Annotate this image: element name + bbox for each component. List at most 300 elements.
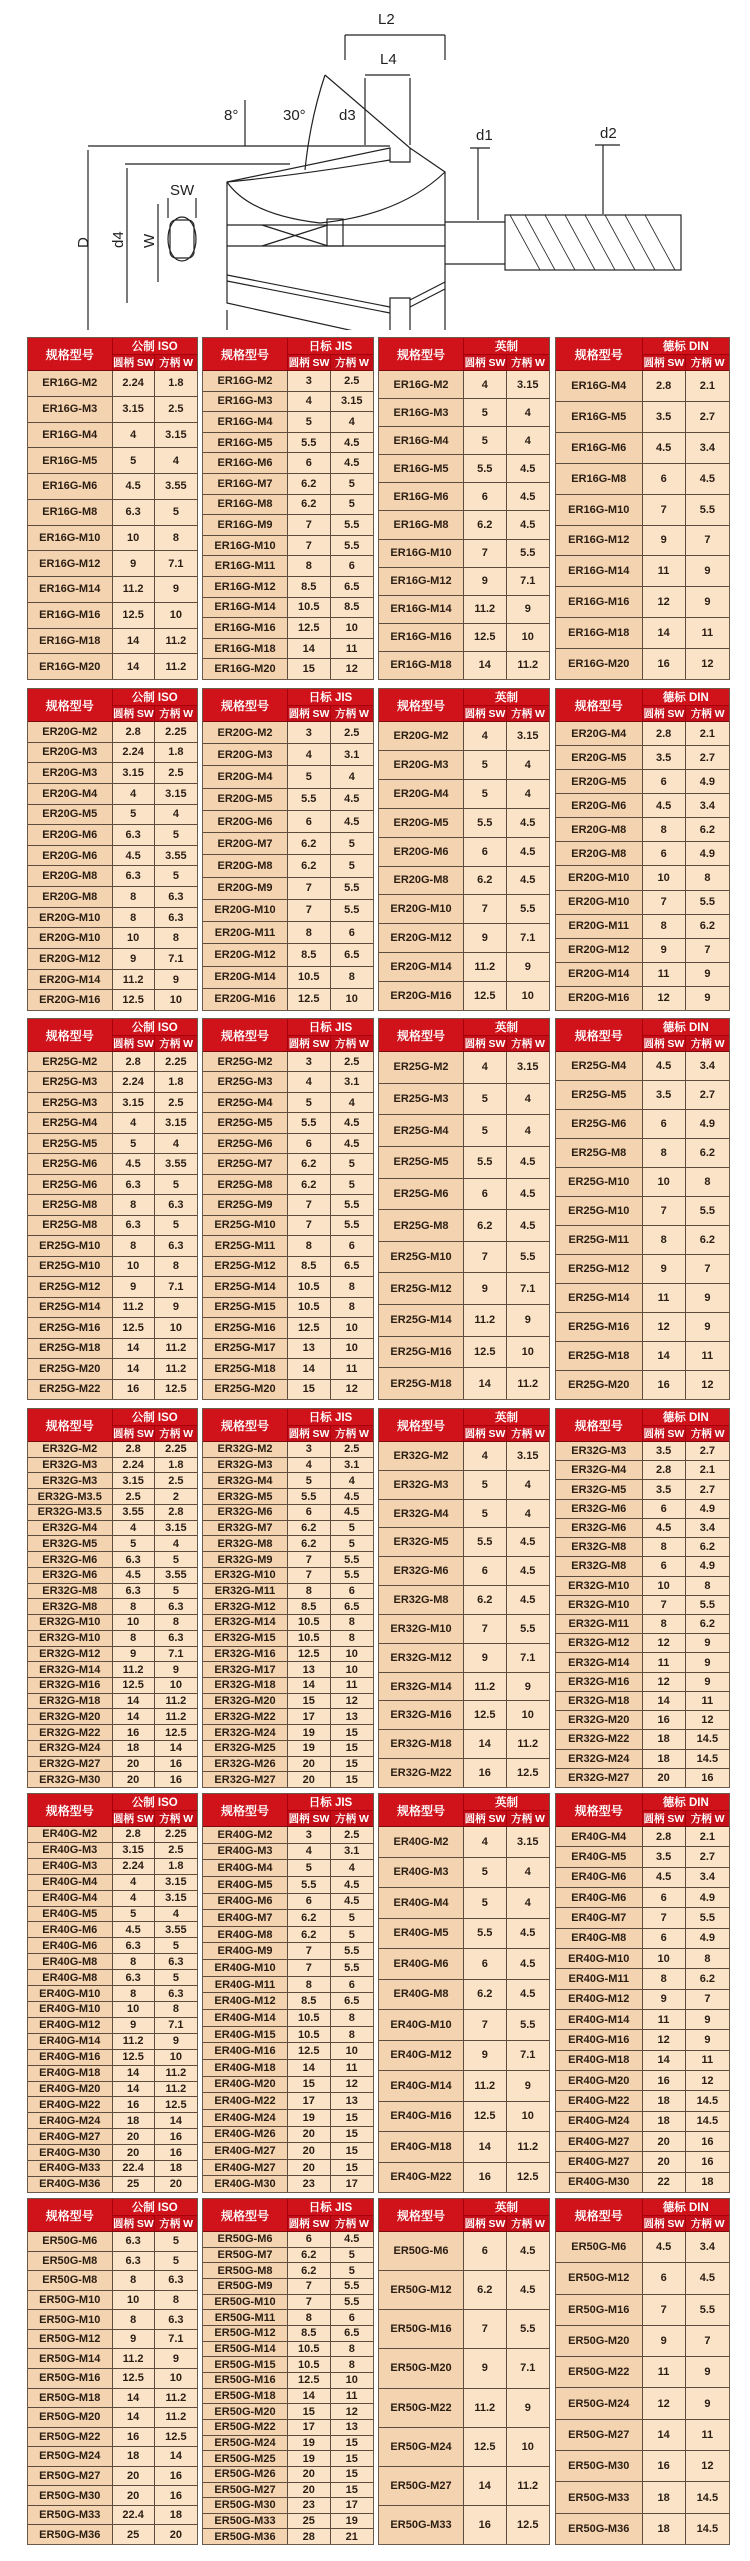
table-row	[379, 567, 549, 595]
table-row	[28, 1708, 197, 1724]
model-cell: ER40G-M33	[28, 2161, 113, 2176]
w-cell: 6.2	[686, 1615, 729, 1633]
sw-cell: 20	[113, 2129, 155, 2144]
table-row	[379, 454, 549, 482]
header-standard: 英制	[464, 1794, 549, 1811]
model-cell: ER40G-M24	[556, 2112, 643, 2131]
w-cell: 19	[331, 2514, 374, 2529]
table-row	[203, 1071, 373, 1091]
table-row	[556, 525, 729, 556]
spec-table	[27, 688, 198, 1011]
w-cell: 18	[155, 2506, 197, 2525]
table-row	[203, 411, 373, 432]
w-cell: 3.15	[155, 784, 197, 804]
sw-cell: 8	[643, 818, 686, 841]
table-row	[379, 1209, 549, 1241]
w-cell: 14.5	[686, 1730, 729, 1748]
model-cell: ER25G-M5	[379, 1147, 464, 1178]
table-row	[556, 1595, 729, 1614]
sw-cell: 4	[464, 1827, 507, 1857]
table-row	[556, 2481, 729, 2512]
table-row	[28, 2485, 197, 2505]
table-row	[28, 2290, 197, 2310]
w-cell: 4	[507, 1858, 550, 1888]
w-cell: 5	[331, 1521, 374, 1536]
section-er25	[0, 1018, 750, 1400]
sw-cell: 6.2	[464, 1210, 507, 1241]
w-cell: 3.4	[686, 794, 729, 817]
table-row	[203, 1256, 373, 1276]
w-cell: 16	[686, 1769, 729, 1787]
sw-cell: 23	[288, 2176, 331, 2192]
sw-cell: 2.8	[113, 1827, 155, 1842]
model-cell: ER40G-M27	[556, 2132, 643, 2151]
model-cell: ER20G-M5	[556, 770, 643, 793]
sw-cell: 14	[288, 639, 331, 659]
table-row	[556, 1928, 729, 1948]
sw-cell: 5	[464, 780, 507, 808]
table-row	[28, 845, 197, 866]
w-cell: 5	[155, 1970, 197, 1985]
table-row	[203, 2356, 373, 2372]
sw-cell: 18	[113, 2113, 155, 2128]
model-cell: ER25G-M14	[556, 1284, 643, 1312]
header-round-shank-sw: 圆柄 SW	[112, 2218, 154, 2230]
sw-cell: 2.8	[643, 371, 686, 401]
sw-cell: 8.5	[288, 1257, 331, 1276]
w-cell: 11	[331, 2060, 374, 2076]
sw-cell: 14	[288, 1678, 331, 1693]
sw-cell: 16	[464, 2506, 507, 2544]
table-row	[203, 2059, 373, 2076]
table-row	[203, 832, 373, 854]
model-cell: ER50G-M10	[28, 2310, 113, 2329]
model-cell: ER20G-M6	[203, 811, 288, 832]
table-row	[203, 2076, 373, 2093]
sw-cell: 9	[113, 1647, 155, 1662]
model-cell: ER16G-M18	[556, 618, 643, 648]
w-cell: 11	[686, 2051, 729, 2070]
table-row	[28, 1153, 197, 1173]
model-cell: ER40G-M20	[556, 2071, 643, 2090]
model-cell: ER32G-M4	[203, 1473, 288, 1488]
w-cell: 9	[686, 1673, 729, 1691]
w-cell: 2.5	[331, 722, 374, 743]
model-cell: ER16G-M14	[28, 577, 113, 602]
table-row	[556, 1537, 729, 1556]
model-cell: ER50G-M16	[28, 2369, 113, 2388]
table-row	[203, 1598, 373, 1614]
spec-table	[378, 1018, 550, 1400]
sw-cell: 15	[288, 2077, 331, 2093]
table-row	[28, 2176, 197, 2192]
model-cell: ER50G-M36	[203, 2529, 288, 2544]
w-cell: 4	[507, 1500, 550, 1528]
table-row	[556, 1312, 729, 1341]
model-cell: ER25G-M5	[28, 1134, 113, 1153]
table-row	[28, 1052, 197, 1071]
table-row	[28, 2081, 197, 2097]
w-cell: 6.3	[155, 2271, 197, 2290]
w-cell: 4.5	[507, 511, 550, 538]
model-cell: ER40G-M6	[28, 1922, 113, 1937]
sw-cell: 8.5	[288, 2326, 331, 2341]
model-cell: ER32G-M4	[556, 1461, 643, 1479]
table-row	[28, 1488, 197, 1504]
table-row	[203, 432, 373, 453]
sw-cell: 12	[643, 1634, 686, 1652]
table-row	[379, 1729, 549, 1758]
table-row	[203, 1859, 373, 1876]
spec-table	[555, 1408, 730, 1788]
sw-cell: 14	[113, 2082, 155, 2097]
header-model: 规格型号	[556, 2199, 643, 2231]
header-square-shank-w: 方柄 W	[506, 355, 549, 370]
w-cell: 4	[331, 1093, 374, 1112]
table-row	[28, 1921, 197, 1937]
table-row	[28, 1906, 197, 1922]
sw-cell: 8	[288, 1584, 331, 1599]
w-cell: 6.5	[331, 1993, 374, 2009]
table-row	[556, 2513, 729, 2544]
model-cell: ER32G-M16	[28, 1678, 113, 1693]
label-L2: L2	[378, 11, 395, 28]
header-standard: 日标 JIS	[288, 1019, 373, 1036]
w-cell: 5	[331, 2263, 374, 2278]
sw-cell: 8	[288, 556, 331, 576]
table-row	[28, 2407, 197, 2427]
model-cell: ER20G-M6	[28, 846, 113, 866]
sw-cell: 16	[464, 1759, 507, 1787]
header-standard: 德标 DIN	[643, 1409, 730, 1426]
w-cell: 4	[331, 1860, 374, 1876]
sw-cell: 7	[464, 1242, 507, 1273]
header-round-shank-sw: 圆柄 SW	[112, 1038, 154, 1050]
table-row	[203, 877, 373, 899]
w-cell: 6	[331, 556, 374, 576]
w-cell: 5.5	[686, 891, 729, 914]
model-cell: ER25G-M8	[556, 1139, 643, 1167]
table-row	[203, 1724, 373, 1740]
sw-cell: 12.5	[464, 982, 507, 1010]
sw-cell: 20	[643, 1769, 686, 1787]
table-row	[203, 2009, 373, 2026]
w-cell: 9	[686, 556, 729, 586]
sw-cell: 6.2	[288, 1521, 331, 1536]
table-row	[379, 371, 549, 398]
w-cell: 6.3	[155, 1599, 197, 1614]
model-cell: ER32G-M27	[556, 1769, 643, 1787]
w-cell: 2.8	[155, 1505, 197, 1520]
w-cell: 4	[155, 1907, 197, 1922]
model-cell: ER25G-M20	[28, 1359, 113, 1378]
w-cell: 16	[155, 1772, 197, 1787]
sw-cell: 10	[113, 2291, 155, 2310]
model-cell: ER16G-M20	[556, 649, 643, 679]
sw-cell: 7	[288, 900, 331, 921]
sw-cell: 6.2	[288, 1154, 331, 1173]
table-header	[28, 2199, 197, 2232]
spec-table	[555, 688, 730, 1011]
sw-cell: 5	[113, 805, 155, 825]
table-row	[28, 396, 197, 422]
model-cell: ER50G-M12	[379, 2271, 464, 2309]
header-model: 规格型号	[203, 1019, 288, 1051]
model-cell: ER25G-M10	[28, 1257, 113, 1276]
w-cell: 2.25	[155, 1052, 197, 1071]
model-cell: ER40G-M24	[203, 2110, 288, 2126]
model-cell: ER50G-M24	[28, 2447, 113, 2466]
sw-cell: 12.5	[113, 2369, 155, 2388]
table-row	[28, 371, 197, 396]
table-row	[379, 1556, 549, 1585]
table-row	[556, 1768, 729, 1787]
table-row	[28, 2160, 197, 2176]
w-cell: 10	[155, 603, 197, 628]
model-cell: ER32G-M5	[379, 1528, 464, 1556]
model-cell: ER16G-M2	[28, 371, 113, 396]
sw-cell: 5.5	[288, 433, 331, 453]
w-cell: 13	[331, 1709, 374, 1724]
table-row	[379, 2270, 549, 2309]
sw-cell: 6	[288, 2232, 331, 2247]
w-cell: 3.4	[686, 433, 729, 463]
w-cell: 10	[155, 1678, 197, 1693]
model-cell: ER50G-M18	[28, 2389, 113, 2408]
table-row	[203, 788, 373, 810]
label-L4: L4	[380, 51, 397, 68]
w-cell: 7.1	[155, 2330, 197, 2349]
table-row	[28, 1858, 197, 1874]
table-row	[379, 2388, 549, 2427]
header-model: 规格型号	[379, 338, 464, 370]
table-row	[203, 1052, 373, 1071]
table-row	[203, 1614, 373, 1630]
sw-cell: 10.5	[288, 2342, 331, 2357]
model-cell: ER32G-M6	[556, 1519, 643, 1537]
spec-table	[202, 337, 374, 680]
sw-cell: 12.5	[288, 2373, 331, 2388]
sw-cell: 11	[643, 1653, 686, 1671]
table-row	[556, 1341, 729, 1370]
sw-cell: 5	[288, 766, 331, 787]
model-cell: ER32G-M22	[556, 1730, 643, 1748]
w-cell: 11.2	[155, 2408, 197, 2427]
w-cell: 9	[507, 1305, 550, 1336]
table-row	[203, 2341, 373, 2357]
table-row	[203, 2262, 373, 2278]
model-cell: ER40G-M30	[203, 2176, 288, 2192]
sw-cell: 25	[288, 2514, 331, 2529]
table-row	[203, 1893, 373, 1910]
spec-table	[378, 337, 550, 680]
table-row	[556, 2232, 729, 2262]
w-cell: 6.2	[686, 1969, 729, 1988]
model-cell: ER20G-M10	[28, 928, 113, 948]
model-cell: ER25G-M12	[28, 1277, 113, 1296]
sw-cell: 9	[643, 1255, 686, 1283]
table-row	[28, 628, 197, 654]
sw-cell: 2.8	[643, 1827, 686, 1846]
header-model: 规格型号	[203, 1409, 288, 1441]
table-row	[203, 1976, 373, 1993]
header-model: 规格型号	[28, 1019, 113, 1051]
sw-cell: 7	[288, 1216, 331, 1235]
w-cell: 8	[155, 1615, 197, 1630]
model-cell: ER40G-M9	[203, 1943, 288, 1959]
w-cell: 11.2	[155, 2066, 197, 2081]
table-row	[556, 2151, 729, 2171]
model-cell: ER20G-M5	[203, 789, 288, 810]
model-cell: ER40G-M30	[28, 2145, 113, 2160]
model-cell: ER16G-M20	[203, 659, 288, 679]
spec-table	[378, 688, 550, 1011]
sw-cell: 20	[113, 2486, 155, 2505]
sw-cell: 9	[464, 2349, 507, 2387]
table-row	[203, 555, 373, 576]
w-cell: 8	[686, 1949, 729, 1968]
table-row	[556, 1080, 729, 1109]
sw-cell: 6	[464, 1949, 507, 1979]
table-row	[556, 1556, 729, 1575]
model-cell: ER40G-M4	[379, 1888, 464, 1918]
table-header	[556, 1409, 729, 1442]
sw-cell: 2.8	[643, 1461, 686, 1479]
header-square-shank-w: 方柄 W	[685, 1426, 729, 1441]
w-cell: 4.5	[507, 1980, 550, 2010]
sw-cell: 6.2	[288, 2248, 331, 2263]
w-cell: 16	[686, 2152, 729, 2171]
sw-cell: 8	[643, 1969, 686, 1988]
w-cell: 10	[331, 2043, 374, 2059]
model-cell: ER32G-M15	[203, 1631, 288, 1646]
w-cell: 10	[507, 982, 550, 1010]
w-cell: 3.4	[686, 1519, 729, 1537]
section-er40	[0, 1793, 750, 2193]
w-cell: 20	[155, 2525, 197, 2544]
sw-cell: 6.3	[113, 866, 155, 886]
sw-cell: 4	[464, 722, 507, 750]
w-cell: 5.5	[331, 1943, 374, 1959]
model-cell: ER25G-M16	[379, 1337, 464, 1368]
sw-cell: 6.2	[464, 867, 507, 895]
sw-cell: 20	[288, 1772, 331, 1787]
w-cell: 2	[155, 1489, 197, 1504]
sw-cell: 18	[643, 2112, 686, 2131]
model-cell: ER25G-M18	[379, 1368, 464, 1399]
table-row	[28, 1358, 197, 1378]
table-row	[28, 722, 197, 742]
sw-cell: 6	[643, 464, 686, 494]
table-row	[556, 2450, 729, 2481]
table-row	[28, 1740, 197, 1756]
header-model: 规格型号	[28, 338, 113, 370]
model-cell: ER40G-M20	[203, 2077, 288, 2093]
w-cell: 7.1	[155, 551, 197, 576]
sw-cell: 7	[288, 1943, 331, 1959]
table-row	[28, 2466, 197, 2486]
sw-cell: 15	[288, 2404, 331, 2419]
sw-cell: 6	[288, 1134, 331, 1153]
table-row	[28, 2033, 197, 2049]
table-row	[556, 2029, 729, 2049]
w-cell: 4.5	[686, 2263, 729, 2293]
model-cell: ER32G-M14	[556, 1653, 643, 1671]
w-cell: 2.5	[155, 397, 197, 422]
w-cell: 3.4	[686, 1868, 729, 1887]
table-row	[379, 2505, 549, 2544]
table-row	[28, 1071, 197, 1091]
header-standard: 公制 ISO	[113, 1409, 198, 1426]
model-cell: ER50G-M18	[203, 2389, 288, 2404]
model-cell: ER16G-M3	[28, 397, 113, 422]
model-cell: ER50G-M12	[28, 2330, 113, 2349]
model-cell: ER20G-M2	[379, 722, 464, 750]
table-row	[379, 1585, 549, 1614]
w-cell: 2.7	[686, 1081, 729, 1109]
sw-cell: 6	[643, 842, 686, 865]
table-row	[556, 1907, 729, 1927]
header-square-shank-w: 方柄 W	[154, 706, 197, 721]
w-cell: 8	[155, 2291, 197, 2310]
label-angle-30: 30°	[283, 107, 306, 124]
model-cell: ER32G-M4	[28, 1521, 113, 1536]
sw-cell: 12	[643, 987, 686, 1010]
sw-cell: 3	[288, 722, 331, 743]
table-row	[28, 804, 197, 825]
w-cell: 11.2	[155, 1339, 197, 1358]
table-header	[379, 1409, 549, 1442]
table-row	[379, 1700, 549, 1729]
table-row	[203, 1133, 373, 1153]
model-cell: ER32G-M10	[379, 1615, 464, 1643]
model-cell: ER25G-M6	[203, 1134, 288, 1153]
header-round-shank-sw: 圆柄 SW	[643, 1428, 685, 1440]
model-cell: ER50G-M16	[556, 2295, 643, 2325]
sw-cell: 14	[288, 1359, 331, 1378]
w-cell: 4.5	[507, 1586, 550, 1614]
table-header	[556, 1794, 729, 1827]
model-cell: ER32G-M16	[379, 1701, 464, 1729]
sw-cell: 6	[643, 1500, 686, 1518]
table-row	[379, 1758, 549, 1787]
w-cell: 10	[331, 1647, 374, 1662]
table-row	[203, 1379, 373, 1399]
table-header	[556, 1019, 729, 1052]
header-round-shank-sw: 圆柄 SW	[288, 1428, 330, 1440]
table-row	[379, 1083, 549, 1115]
model-cell: ER25G-M15	[203, 1298, 288, 1317]
table-row	[556, 817, 729, 841]
sw-cell: 12.5	[288, 2043, 331, 2059]
w-cell: 12	[331, 1380, 374, 1399]
sw-cell: 6	[464, 2232, 507, 2270]
sw-cell: 8	[113, 887, 155, 907]
sw-cell: 8	[113, 1986, 155, 2001]
w-cell: 8	[155, 928, 197, 948]
w-cell: 5	[331, 833, 374, 854]
table-row	[203, 1457, 373, 1473]
w-cell: 4	[507, 1888, 550, 1918]
table-row	[379, 1336, 549, 1368]
sw-cell: 3.15	[113, 1473, 155, 1488]
w-cell: 9	[507, 953, 550, 981]
table-row	[379, 1887, 549, 1918]
w-cell: 6.3	[155, 1954, 197, 1969]
header-model: 规格型号	[379, 1794, 464, 1826]
model-cell: ER32G-M20	[28, 1709, 113, 1724]
w-cell: 17	[331, 2498, 374, 2513]
